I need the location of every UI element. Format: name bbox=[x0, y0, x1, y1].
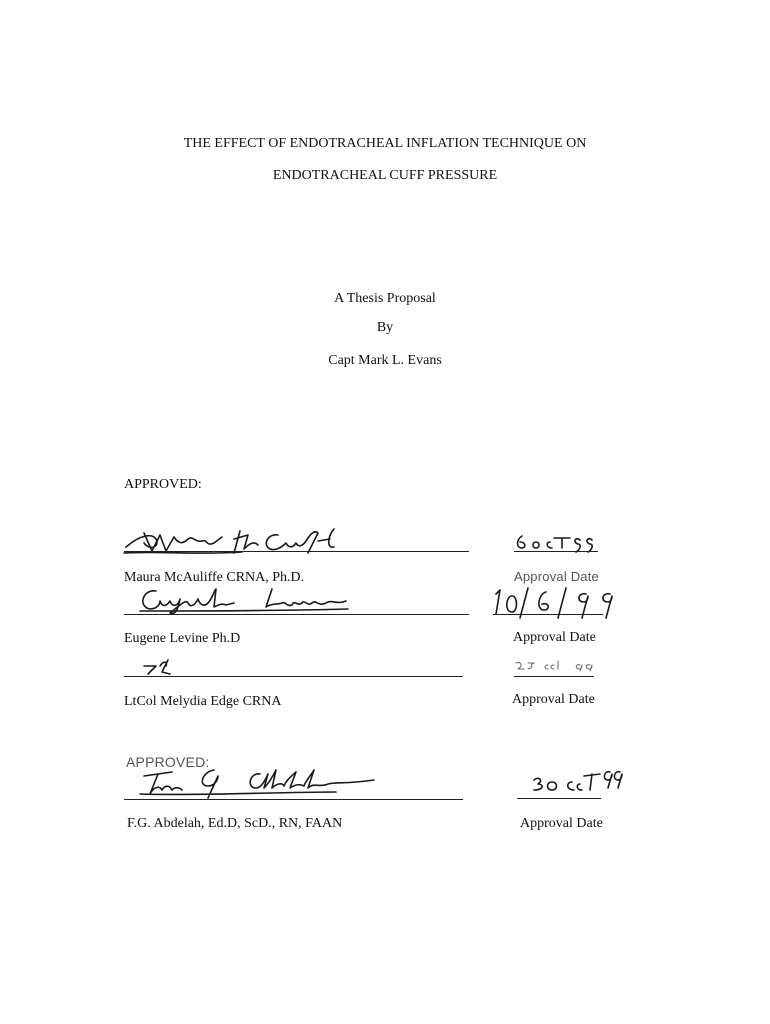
signature-abdelah bbox=[136, 766, 386, 800]
date-handwritten-edge bbox=[514, 659, 604, 675]
approval-date-label-mcauliffe: Approval Date bbox=[514, 569, 599, 584]
approval-date-label-levine: Approval Date bbox=[513, 630, 596, 645]
thesis-title-line-1: THE EFFECT OF ENDOTRACHEAL INFLATION TECHNIQUE ON bbox=[183, 136, 587, 151]
date-line-abdelah bbox=[517, 798, 601, 799]
approver-name-edge: LtCol Melydia Edge CRNA bbox=[124, 694, 282, 709]
signature-levine bbox=[136, 585, 356, 615]
signature-edge bbox=[140, 656, 190, 678]
approval-date-label-abdelah: Approval Date bbox=[520, 816, 603, 831]
approved-heading: APPROVED: bbox=[124, 477, 202, 492]
date-line-edge bbox=[514, 676, 594, 677]
signature-line-edge bbox=[124, 676, 463, 677]
proposal-type: A Thesis Proposal bbox=[334, 291, 436, 306]
approver-name-mcauliffe: Maura McAuliffe CRNA, Ph.D. bbox=[124, 570, 305, 585]
thesis-title-line-2: ENDOTRACHEAL CUFF PRESSURE bbox=[272, 168, 498, 183]
signature-line-mcauliffe bbox=[124, 551, 469, 552]
proposal-by: By bbox=[376, 320, 394, 335]
date-line-levine bbox=[493, 614, 603, 615]
approver-name-abdelah: F.G. Abdelah, Ed.D, ScD., RN, FAAN bbox=[127, 816, 343, 831]
approval-date-label-edge: Approval Date bbox=[512, 692, 595, 707]
signature-line-levine bbox=[124, 614, 469, 615]
signature-mcauliffe bbox=[122, 525, 352, 557]
signature-line-abdelah bbox=[124, 799, 463, 800]
date-line-mcauliffe bbox=[514, 551, 598, 552]
approver-name-levine: Eugene Levine Ph.D bbox=[124, 631, 241, 646]
approved-stamp: APPROVED: bbox=[126, 754, 210, 770]
date-handwritten-abdelah bbox=[530, 768, 622, 796]
proposal-author: Capt Mark L. Evans bbox=[328, 353, 442, 368]
